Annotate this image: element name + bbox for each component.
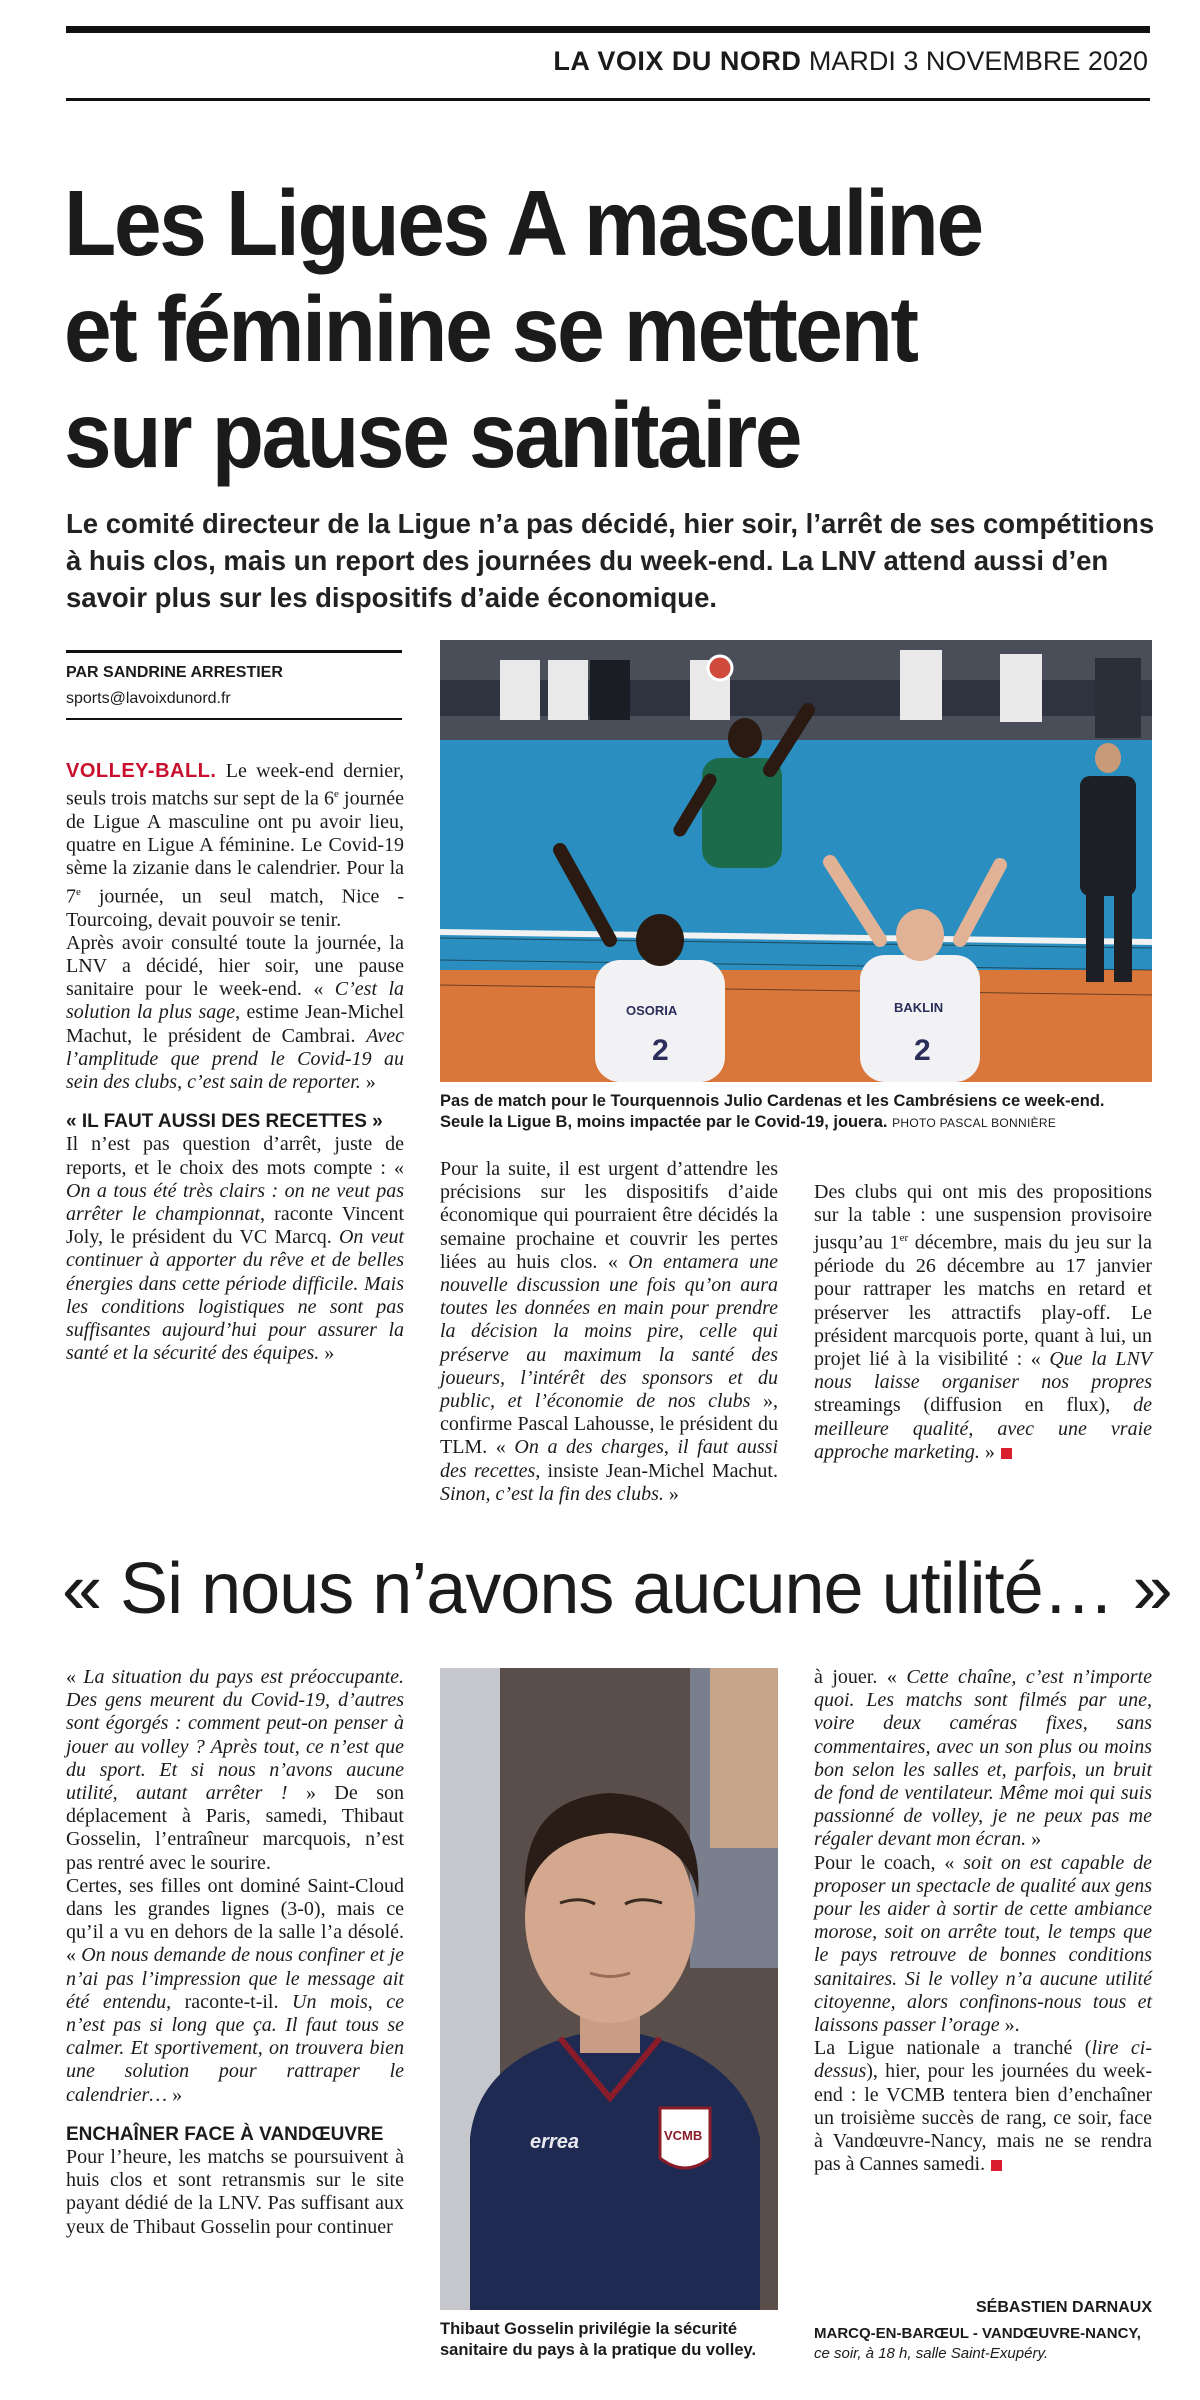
coach-photo: [440, 1668, 778, 2310]
issue-date: MARDI 3 NOVEMBRE 2020: [808, 46, 1148, 76]
paragraph: Il n’est pas question d’arrêt, juste de reports, et le choix des mots compte : « On a tous été très clairs : on ne veut pas arrêter le championnat, raconte Vincent Joly, le président du VC Marcq. On veut continuer à apporter du rêve et de belles énergies dans cette période difficile. Mais les conditions logistiques ne sont pas suffisantes aujourd’hui pour assurer la santé et la sécurité des équipes. »: [66, 1133, 404, 1365]
headline: Les Ligues A masculine et féminine se mettent sur pause sanitaire: [64, 171, 982, 487]
end-mark: [991, 2160, 1002, 2171]
article-column-3: [814, 1181, 1152, 1464]
paragraph: La Ligue nationale a tranché (lire ci-dessus), hier, pour les journées du week-end : le VCMB tentera bien d’enchaîner un troisième succès de rang, ce soir, face à Vandœuvre-Nancy, mais ne se rendra pas à Cannes samedi.: [814, 2037, 1152, 2176]
paper-name: LA VOIX DU NORD: [553, 46, 802, 76]
subhead-recettes: « IL FAUT AUSSI DES RECETTES »: [66, 1111, 383, 1133]
paragraph: Pour la suite, il est urgent d’attendre les précisions sur les dispositifs d’aide économique qui pourraient être décidés la semaine prochaine et couvrir les pertes liées au huis clos. « On entamera une nouvelle discussion une fois qu’on aura toutes les données en main pour prendre la décision la moins pire, celle qui préserve au maximum la santé des joueurs, l’intérêt des sponsors et du public, et l’économie de nos clubs », confirme Pascal Lahousse, le président du TLM. « On a des charges, il faut aussi des recettes, insiste Jean-Michel Machut. Sinon, c’est la fin des clubs. »: [440, 1158, 778, 1505]
paragraph: à jouer. « Cette chaîne, c’est n’importe quoi. Les matchs sont filmés par une, voire deux caméras fixes, sans commentaires, avec un son plus ou moins bon selon les salles et, parfois, un bruit de fond de ventilateur. Même moi qui suis passionné de volley, je ne peux pas me régaler devant mon écran. »: [814, 1666, 1152, 1851]
lead-paragraph: VOLLEY-BALL. Le week-end dernier, seuls trois matchs sur sept de la 6e journée de Ligue A masculine ont pu avoir lieu, quatre en Ligue A féminine. Le Covid-19 sème la zizanie dans le calendrier. Pour la 7e journée, un seul match, Nice - Tourcoing, devait pouvoir se tenir.: [66, 760, 404, 931]
paragraph: Certes, ses filles ont dominé Saint-Cloud dans les grandes lignes (3-0), mais ce qu’il a vu en dehors de la salle l’a désolé. « On nous demande de nous confiner et je n’ai pas l’impression que le message ait été entendu, raconte-t-il. Un mois, ce n’est pas si long que ça. Il faut tous se calmer. Et sportivement, on trouvera bien une solution pour rattraper le calendrier… »: [66, 1874, 405, 2106]
svg-text:2: 2: [652, 1034, 669, 1067]
photo1-caption: [440, 1091, 1152, 1134]
byline-rule-bottom: [66, 718, 402, 720]
photo2-caption: Thibaut Gosselin privilégie la sécurité sanitaire du pays à la pratique du volley.: [440, 2320, 757, 2359]
masthead-rule: [66, 98, 1150, 101]
photo-volleyball-block: [440, 640, 1152, 1082]
infobox-time: ce soir, à 18 h, salle Saint-Exupéry.: [814, 2345, 1049, 2362]
volleyball-photo: [440, 640, 1152, 1082]
subhead-vandoeuvre: ENCHAÎNER FACE À VANDŒUVRE: [66, 2123, 384, 2145]
second-article-title: « Si nous n’avons aucune utilité… »: [62, 1549, 1172, 1629]
end-mark: [1001, 1448, 1012, 1459]
second-column-1: [66, 1666, 404, 2239]
club-crest: VCMB: [664, 2128, 703, 2143]
masthead: [553, 46, 1148, 77]
paragraph: Après avoir consulté toute la journée, la LNV a décidé, hier soir, une pause sanitaire pour le week-end. « C’est la solution la plus sage, estime Jean-Michel Machut, le président de Cambrai. Avec l’amplitude que prend le Covid-19 au sein des clubs, c’est sain de reporter. »: [66, 931, 404, 1093]
photo1-credit: PHOTO PASCAL BONNIÈRE: [892, 1116, 1057, 1130]
jersey-name-a: OSORIA: [626, 1003, 678, 1018]
jersey-name-b: BAKLIN: [894, 1000, 944, 1015]
byline: PAR SANDRINE ARRESTIER: [66, 664, 283, 681]
signature: SÉBASTIEN DARNAUX: [975, 2299, 1152, 2316]
sponsor-logo: errea: [530, 2131, 579, 2153]
article-column-2: [440, 1158, 778, 1506]
top-rule: [66, 26, 1150, 33]
paragraph: Pour l’heure, les matchs se poursuivent à huis clos et sont retransmis sur le site payant dédié de la LNV. Pas suffisant aux yeux de Thibaut Gosselin pour continuer: [66, 2146, 404, 2238]
paragraph: Des clubs qui ont mis des propositions sur la table : une suspension provisoire jusqu’au 1er décembre, mais du jeu sur la période du 26 décembre au 17 janvier pour rattraper les matchs en retard et préserver les attractifs play-off. Le président marcquois porte, quant à lui, un projet lié à la visibilité : « Que la LNV nous laisse organiser nos propres streamings (diffusion en flux), de meilleure qualité, avec une vraie approche marketing. »: [814, 1181, 1152, 1463]
photo1-caption-text: Pas de match pour le Tourquennois Julio Cardenas et les Cambrésiens ce week-end. Seule la Ligue B, moins impactée par le Covid-19, jouera.: [440, 1092, 1105, 1131]
byline-rule: [66, 650, 402, 653]
chapo: Le comité directeur de la Ligue n’a pas décidé, hier soir, l’arrêt de ses compétitions à huis clos, mais un report des journées du week-end. La LNV attend aussi d’en savoir plus sur les dispositifs d’aide économique.: [66, 508, 1155, 613]
paragraph: Pour le coach, « soit on est capable de proposer un spectacle de qualité aux gens pour les aider à sortir de cette ambiance morose, soit on arrête tout, le temps que le pays retrouve de bonnes conditions sanitaires. Si le volley n’a aucune utilité citoyenne, alors confinons-nous tous et laissons passer l’orage ».: [814, 1851, 1152, 2037]
article-column-1: [66, 760, 404, 1365]
infobox-venue: MARCQ-EN-BARŒUL - VANDŒUVRE-NANCY,: [814, 2325, 1141, 2342]
second-column-3: [814, 1666, 1152, 2176]
author-email[interactable]: sports@lavoixdunord.fr: [66, 690, 231, 707]
paragraph: « La situation du pays est préoccupante. Des gens meurent du Covid-19, d’autres sont égorgés : comment peut-on penser à jouer au volley ? Après tout, ce n’est que du sport. Et si nous n’avons aucune utilité, autant arrêter ! » De son déplacement à Paris, samedi, Thibaut Gosselin, l’entraîneur marcquois, n’est pas rentré avec le sourire.: [66, 1666, 405, 1874]
svg-text:2: 2: [914, 1034, 931, 1067]
photo-coach-block: [440, 1668, 778, 2310]
kicker: VOLLEY-BALL.: [66, 760, 217, 782]
match-infobox: [814, 2324, 1152, 2364]
